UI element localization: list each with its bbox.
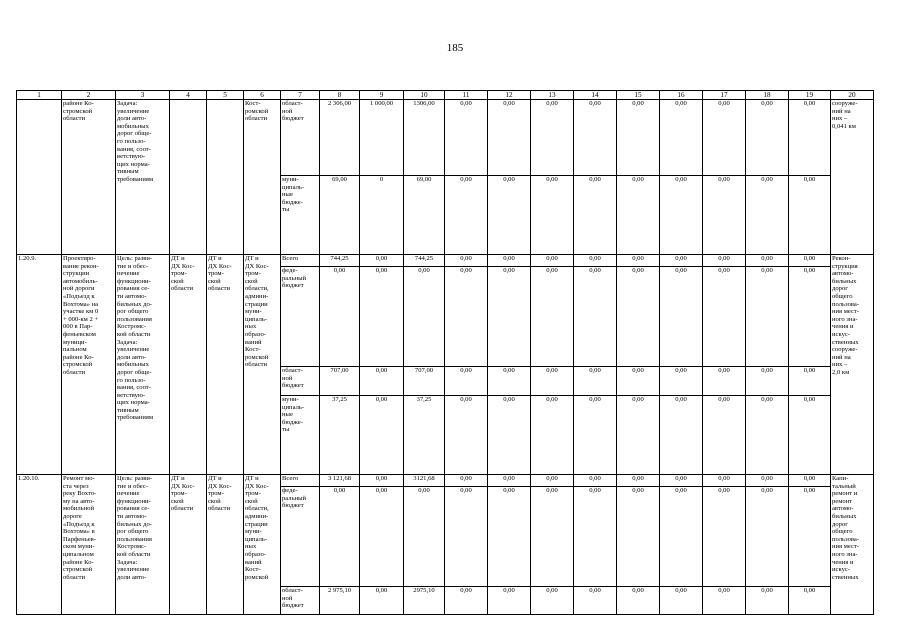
amount-cell: 0,00: [404, 487, 445, 587]
amount-cell: 0,00: [574, 267, 617, 367]
column-number: 5: [207, 91, 244, 100]
amount-cell: 0,00: [703, 255, 746, 267]
funding-source: Всего: [281, 255, 320, 267]
column-number: 7: [281, 91, 320, 100]
amount-cell: 0,00: [488, 367, 531, 396]
amount-cell: 0,00: [789, 176, 831, 255]
funding-source: Всего: [281, 475, 320, 487]
amount-cell: 0: [360, 176, 404, 255]
amount-cell: 0,00: [617, 587, 660, 615]
column-number: 17: [703, 91, 746, 100]
amount-cell: 0,00: [531, 267, 574, 367]
amount-cell: 0,00: [703, 487, 746, 587]
executor-cell: [170, 100, 207, 255]
amount-cell: 0,00: [617, 255, 660, 267]
funding-source: муни- ципаль- ные бюдже- ты: [281, 396, 320, 475]
amount-cell: 0,00: [360, 367, 404, 396]
column-number: 11: [445, 91, 488, 100]
amount-cell: 0,00: [617, 100, 660, 176]
item-code: [17, 100, 62, 255]
amount-cell: 0,00: [574, 176, 617, 255]
amount-cell: 0,00: [488, 100, 531, 176]
funding-source: област- ной бюджет: [281, 587, 320, 615]
amount-cell: 0,00: [360, 487, 404, 587]
amount-cell: 0,00: [445, 176, 488, 255]
amount-cell: 2 306,00: [320, 100, 360, 176]
table-row: [17, 475, 874, 487]
amount-cell: 0,00: [445, 255, 488, 267]
amount-cell: 0,00: [445, 475, 488, 487]
column-number: 2: [62, 91, 116, 100]
participant-cell: ДТ и ДХ Кос- тром- ской области, админи- страции муни- ципаль- ных образо- ваний Кост- ромской области: [244, 255, 281, 475]
amount-cell: 37,25: [404, 396, 445, 475]
goal-task: Цель: разви- тие и обес- печение функциони- рования се- ти автомо- бильных до- рог общего пользования Костромс- кой области Задача: увеличение доли авто-: [116, 475, 170, 615]
amount-cell: 0,00: [488, 267, 531, 367]
column-number: 3: [116, 91, 170, 100]
amount-cell: 744,25: [320, 255, 360, 267]
amount-cell: 0,00: [617, 396, 660, 475]
amount-cell: 0,00: [660, 396, 703, 475]
column-number: 15: [617, 91, 660, 100]
amount-cell: 0,00: [617, 487, 660, 587]
item-code: 1.20.10.: [17, 475, 62, 615]
amount-cell: 744,25: [404, 255, 445, 267]
amount-cell: 0,00: [445, 587, 488, 615]
amount-cell: 0,00: [574, 475, 617, 487]
column-number: 1: [17, 91, 62, 100]
amount-cell: 0,00: [660, 267, 703, 367]
column-number: 12: [488, 91, 531, 100]
amount-cell: 0,00: [617, 475, 660, 487]
event-name: Проектиро- вание рекон- струкции автомобиль- ной дороги «Подъезд к Вохтома» на участке км 0 + 000-км 2 + 000 в Пар- феньевском муници- пальном районе Ко- стромской области: [62, 255, 116, 475]
amount-cell: 0,00: [445, 487, 488, 587]
amount-cell: 0,00: [360, 396, 404, 475]
amount-cell: 2975,10: [404, 587, 445, 615]
funding-source: област- ной бюджет: [281, 367, 320, 396]
amount-cell: 0,00: [746, 367, 789, 396]
column-number: 19: [789, 91, 831, 100]
column-number: 8: [320, 91, 360, 100]
amount-cell: 0,00: [746, 396, 789, 475]
amount-cell: 0,00: [789, 255, 831, 267]
budget-table: [16, 90, 874, 615]
amount-cell: 0,00: [789, 487, 831, 587]
event-name: районе Ко- стромской области: [62, 100, 116, 255]
amount-cell: 0,00: [617, 176, 660, 255]
column-number: 13: [531, 91, 574, 100]
amount-cell: 0,00: [488, 396, 531, 475]
amount-cell: 0,00: [789, 367, 831, 396]
amount-cell: 0,00: [617, 367, 660, 396]
amount-cell: 3121,68: [404, 475, 445, 487]
amount-cell: 0,00: [360, 587, 404, 615]
column-number: 16: [660, 91, 703, 100]
amount-cell: 69,00: [320, 176, 360, 255]
amount-cell: 0,00: [531, 367, 574, 396]
page-number: 185: [446, 42, 464, 54]
amount-cell: 0,00: [445, 100, 488, 176]
amount-cell: 0,00: [660, 100, 703, 176]
funding-source: муни- ципаль- ные бюдже- ты: [281, 176, 320, 255]
funding-source: феде- ральный бюджет: [281, 487, 320, 587]
amount-cell: 0,00: [488, 587, 531, 615]
amount-cell: 0,00: [746, 255, 789, 267]
amount-cell: 0,00: [531, 100, 574, 176]
coexecutor-cell: ДТ и ДХ Кос- тром- ской области: [207, 475, 244, 615]
amount-cell: 0,00: [703, 475, 746, 487]
amount-cell: 0,00: [703, 267, 746, 367]
amount-cell: 0,00: [531, 396, 574, 475]
amount-cell: 0,00: [660, 487, 703, 587]
amount-cell: 0,00: [746, 487, 789, 587]
event-name: Ремонт мо- ста через реку Вохто- му на авто- мобильной дороге «Подъезд к Вохтома» в Парфеньев- ском муни- ципальном районе Ко- стромской области: [62, 475, 116, 615]
amount-cell: 0,00: [320, 487, 360, 587]
result-indicator: Капи- тальный ремонт и ремонт автомо- бильных дорог общего пользова- ния мест- ного зна- чения и искус- ственных: [831, 475, 874, 615]
amount-cell: 0,00: [360, 267, 404, 367]
amount-cell: 0,00: [574, 255, 617, 267]
amount-cell: 2 975,10: [320, 587, 360, 615]
column-number: 18: [746, 91, 789, 100]
coexecutor-cell: [207, 100, 244, 255]
amount-cell: 0,00: [789, 100, 831, 176]
column-number: 6: [244, 91, 281, 100]
amount-cell: 0,00: [789, 587, 831, 615]
table-row: [17, 100, 874, 176]
item-code: 1.20.9.: [17, 255, 62, 475]
amount-cell: 0,00: [574, 487, 617, 587]
participant-cell: Кост- ромской области: [244, 100, 281, 255]
amount-cell: 0,00: [445, 267, 488, 367]
amount-cell: 0,00: [703, 367, 746, 396]
amount-cell: 0,00: [789, 475, 831, 487]
executor-cell: ДТ и ДХ Кос- тром- ской области: [170, 255, 207, 475]
amount-cell: 1 000,00: [360, 100, 404, 176]
result-indicator: Рекон- струкция автомо- бильных дорог общего пользова- ния мест- ного зна- чения и искус- ственных сооруже- ний на них – 2,0 км: [831, 255, 874, 475]
amount-cell: 0,00: [445, 396, 488, 475]
column-number: 20: [831, 91, 874, 100]
amount-cell: 0,00: [488, 176, 531, 255]
amount-cell: 0,00: [404, 267, 445, 367]
amount-cell: 0,00: [360, 255, 404, 267]
result-indicator: сооруже- ний на них – 0,041 км: [831, 100, 874, 255]
amount-cell: 3 121,68: [320, 475, 360, 487]
amount-cell: 0,00: [746, 176, 789, 255]
amount-cell: 0,00: [617, 267, 660, 367]
amount-cell: 0,00: [660, 587, 703, 615]
funding-source: област- ной бюджет: [281, 100, 320, 176]
amount-cell: 0,00: [703, 176, 746, 255]
amount-cell: 0,00: [789, 396, 831, 475]
amount-cell: 0,00: [531, 587, 574, 615]
column-number: 9: [360, 91, 404, 100]
amount-cell: 0,00: [531, 487, 574, 587]
amount-cell: 707,00: [404, 367, 445, 396]
amount-cell: 0,00: [488, 475, 531, 487]
amount-cell: 0,00: [746, 267, 789, 367]
amount-cell: 0,00: [360, 475, 404, 487]
funding-source: феде- ральный бюджет: [281, 267, 320, 367]
amount-cell: 0,00: [445, 367, 488, 396]
column-number: 4: [170, 91, 207, 100]
amount-cell: 0,00: [488, 255, 531, 267]
column-number: 10: [404, 91, 445, 100]
amount-cell: 37,25: [320, 396, 360, 475]
amount-cell: 0,00: [660, 176, 703, 255]
amount-cell: 0,00: [531, 475, 574, 487]
amount-cell: 0,00: [703, 100, 746, 176]
amount-cell: 0,00: [574, 396, 617, 475]
amount-cell: 0,00: [746, 587, 789, 615]
column-number: 14: [574, 91, 617, 100]
executor-cell: ДТ и ДХ Кос- тром- ской области: [170, 475, 207, 615]
amount-cell: 0,00: [703, 396, 746, 475]
amount-cell: 1306,00: [404, 100, 445, 176]
amount-cell: 0,00: [574, 367, 617, 396]
amount-cell: 0,00: [703, 587, 746, 615]
amount-cell: 0,00: [574, 100, 617, 176]
amount-cell: 707,00: [320, 367, 360, 396]
amount-cell: 0,00: [789, 267, 831, 367]
amount-cell: 0,00: [531, 176, 574, 255]
goal-task: Задача: увеличение доли авто- мобильных дорог обще- го пользо- вания, соот- ветствую- щих норма- тивным требованиям: [116, 100, 170, 255]
amount-cell: 0,00: [320, 267, 360, 367]
table-row: [17, 255, 874, 267]
amount-cell: 0,00: [660, 255, 703, 267]
amount-cell: 0,00: [574, 587, 617, 615]
amount-cell: 0,00: [660, 367, 703, 396]
amount-cell: 0,00: [746, 100, 789, 176]
amount-cell: 0,00: [531, 255, 574, 267]
participant-cell: ДТ и ДХ Кос- тром- ской области, админи- страции муни- ципаль- ных образо- ваний Кост- ромской: [244, 475, 281, 615]
column-number-row: [17, 91, 874, 100]
goal-task: Цель: разви- тие и обес- печение функциони- рования се- ти автомо- бильных до- рог общего пользования Костромс- кой области Задача: увеличение доли авто- мобильных дорог обще- го пользо- вания, соот- ветствую- щих норма- тивным требованиям: [116, 255, 170, 475]
amount-cell: 0,00: [746, 475, 789, 487]
amount-cell: 0,00: [660, 475, 703, 487]
amount-cell: 69,00: [404, 176, 445, 255]
amount-cell: 0,00: [488, 487, 531, 587]
coexecutor-cell: ДТ и ДХ Кос- тром- ской области: [207, 255, 244, 475]
